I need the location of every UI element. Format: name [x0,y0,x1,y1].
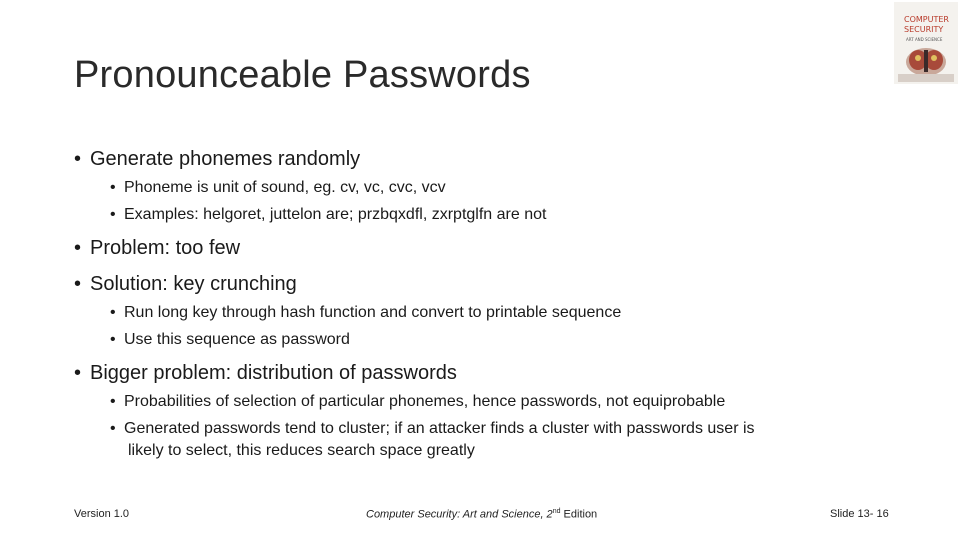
footer-book-title [366,508,597,521]
footer-version: Version 1.0 [74,508,130,520]
cover-title-line1: COMPUTER [904,15,949,24]
book-cover-graphic [894,2,958,84]
bullet-3-text: Solution: key crunching [90,273,297,295]
footer-book-title-text: Computer Security: Art and Science, 2 [366,508,553,521]
bullet-4-sub-2-continuation: likely to select, this reduces search space greatly [128,442,475,459]
bullet-marker: • [74,148,82,170]
bullet-3-sub-2 [110,331,350,349]
sub-bullet-marker: • [110,331,116,348]
bullet-marker: • [74,362,82,384]
cover-subtitle: ART AND SCIENCE [906,37,943,42]
bullet-4-sub-1-text: Probabilities of selection of particular phonemes, hence passwords, not equiprobable [124,393,726,410]
bullet-1-sub-2 [110,206,546,224]
bullet-3 [74,273,297,296]
sub-bullet-marker: • [110,179,116,196]
bullet-4-sub-2 [110,420,755,438]
bullet-2 [74,237,240,260]
bullet-marker: • [74,237,82,259]
sub-bullet-marker: • [110,206,116,223]
bullet-1-sub-2-text: Examples: helgoret, juttelon are; przbqxdfl, zxrptglfn are not [124,206,547,223]
bullet-4-text: Bigger problem: distribution of passwords [90,362,457,384]
sub-bullet-marker: • [110,420,116,437]
bullet-1-text: Generate phonemes randomly [90,148,361,170]
sub-bullet-marker: • [110,304,116,321]
slide-title: Pronounceable Passwords [74,54,531,96]
bullet-3-sub-1 [110,304,621,322]
bullet-4-sub-1 [110,393,725,411]
book-cover-image [894,2,958,84]
sub-bullet-marker: • [110,393,116,410]
footer-edition-sup: nd [552,508,561,515]
cover-title-line2: SECURITY [904,25,944,34]
bullet-1-sub-1-text: Phoneme is unit of sound, eg. cv, vc, cvc, vcv [124,179,446,196]
bullet-2-text: Problem: too few [90,237,241,259]
bullet-4 [74,362,457,385]
bullet-1-sub-1 [110,179,446,197]
bullet-marker: • [74,273,82,295]
footer-edition-suffix: Edition [560,508,598,521]
bullet-1 [74,148,360,171]
bullet-3-sub-2-text: Use this sequence as password [124,331,350,348]
bullet-3-sub-1-text: Run long key through hash function and convert to printable sequence [124,304,622,321]
bullet-4-sub-2-text: Generated passwords tend to cluster; if an attacker finds a cluster with passwords user is [124,420,755,437]
footer-slide-number: Slide 13- 16 [830,508,889,520]
